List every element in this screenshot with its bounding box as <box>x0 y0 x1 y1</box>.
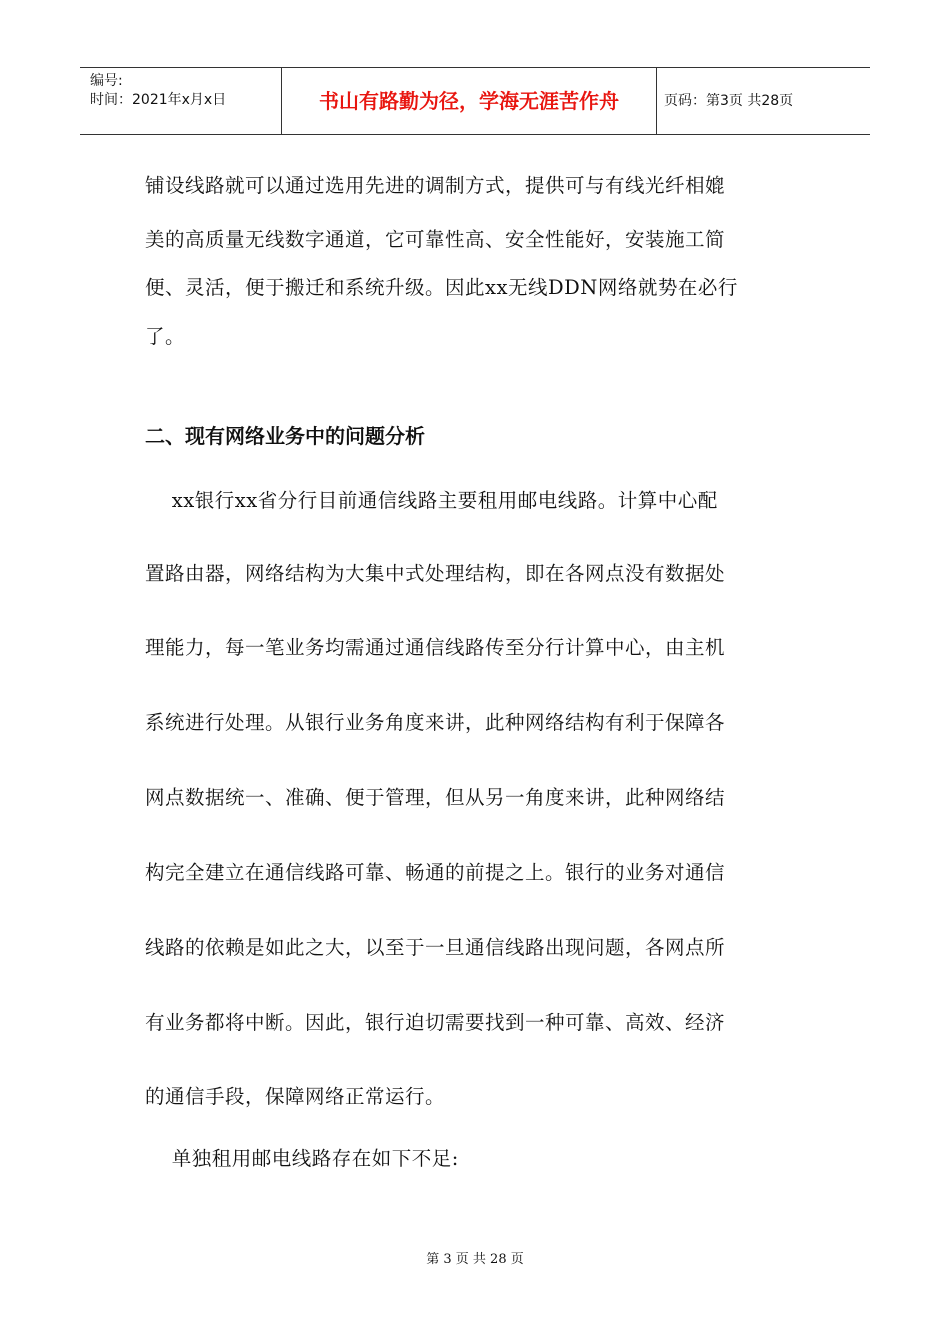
paragraph-line: xx银行xx省分行目前通信线路主要租用邮电线路。计算中心配 <box>145 489 718 512</box>
paragraph-line: 有业务都将中断。因此，银行迫切需要找到一种可靠、高效、经济 <box>145 1011 726 1034</box>
paragraph-line: 了。 <box>145 325 186 348</box>
paragraph-line: 置路由器，网络结构为大集中式处理结构，即在各网点没有数据处 <box>145 562 726 585</box>
paragraph-line: 线路的依赖是如此之大，以至于一旦通信线路出现问题，各网点所 <box>145 936 726 959</box>
doc-number-label: 编号: <box>90 73 123 89</box>
section-heading: 二、现有网络业务中的问题分析 <box>145 424 425 448</box>
paragraph-line: 美的高质量无线数字通道，它可靠性高、安全性能好，安装施工简 <box>145 228 726 251</box>
page-footer: 第 3 页 共 28 页 <box>426 1252 524 1267</box>
paragraph-line: 的通信手段，保障网络正常运行。 <box>145 1085 446 1108</box>
paragraph-line: 系统进行处理。从银行业务角度来讲，此种网络结构有利于保障各 <box>145 711 726 734</box>
page-header <box>80 67 870 135</box>
paragraph-line: 构完全建立在通信线路可靠、畅通的前提之上。银行的业务对通信 <box>145 861 726 884</box>
header-motto: 书山有路勤为径，学海无涯苦作舟 <box>282 68 657 134</box>
date-line: 时间：2021年x月x日 <box>90 92 227 108</box>
paragraph-line: 网点数据统一、准确、便于管理，但从另一角度来讲，此种网络结 <box>145 786 726 809</box>
paragraph-line: 理能力，每一笔业务均需通过通信线路传至分行计算中心，由主机 <box>145 636 726 659</box>
paragraph-line: 铺设线路就可以通过选用先进的调制方式，提供可与有线光纤相媲 <box>145 174 726 197</box>
header-page-info: 页码：第3页 共28页 <box>664 93 794 109</box>
header-meta <box>80 68 282 134</box>
paragraph-line: 单独租用邮电线路存在如下不足: <box>145 1147 459 1170</box>
paragraph-line: 便、灵活，便于搬迁和系统升级。因此xx无线DDN网络就势在必行 <box>145 276 738 299</box>
